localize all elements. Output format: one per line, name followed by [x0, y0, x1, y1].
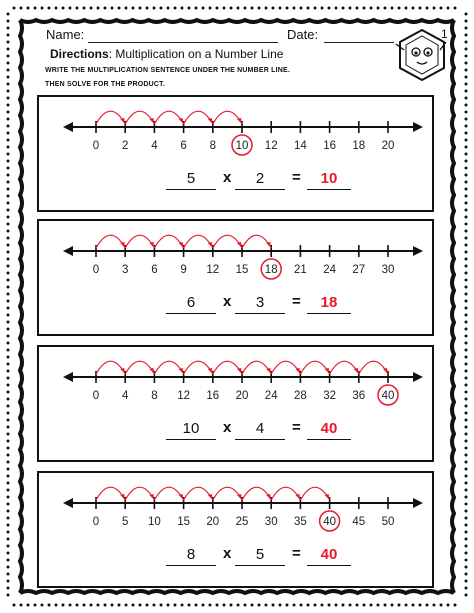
product-field[interactable]: 10 — [307, 169, 351, 190]
jump-arrowhead-icon — [149, 242, 154, 248]
tick-label: 50 — [381, 516, 395, 528]
tick-label: 40 — [323, 516, 336, 528]
tick-label: 8 — [209, 140, 217, 152]
times-sign: x — [223, 293, 232, 310]
jump-arrowhead-icon — [295, 368, 300, 374]
tick-label: 24 — [264, 390, 278, 402]
tick-label: 10 — [148, 516, 161, 528]
tick-label: 4 — [121, 390, 129, 402]
tick-label: 8 — [151, 390, 158, 402]
jump-arc — [242, 361, 271, 374]
jump-arrowhead-icon — [120, 368, 125, 374]
tick-label: 3 — [121, 264, 129, 276]
jump-arrowhead-icon — [237, 494, 242, 500]
jump-arc — [184, 361, 213, 374]
factor1-field[interactable]: 8 — [166, 545, 216, 566]
tick-label: 36 — [352, 390, 366, 402]
jump-arrowhead-icon — [120, 494, 125, 500]
name-label: Name: — [46, 27, 85, 42]
jump-arrowhead-icon — [179, 242, 184, 248]
jump-arc — [271, 361, 300, 374]
jump-arrowhead-icon — [120, 118, 125, 124]
jump-arc — [154, 235, 183, 248]
jump-arc — [154, 487, 183, 500]
number-line — [39, 347, 436, 464]
tick-label: 30 — [264, 516, 278, 528]
jump-arrowhead-icon — [325, 368, 330, 374]
right-arrow-icon — [413, 498, 423, 508]
tick-label: 20 — [381, 140, 395, 152]
factor1-field[interactable]: 10 — [166, 419, 216, 440]
tick-label: 4 — [151, 140, 158, 152]
tick-label: 25 — [235, 516, 249, 528]
factor1-field[interactable]: 5 — [166, 169, 216, 190]
tick-label: 18 — [352, 140, 366, 152]
number-line — [39, 473, 436, 590]
tick-label: 0 — [92, 264, 100, 276]
jump-arrowhead-icon — [179, 368, 184, 374]
jump-arc — [184, 111, 213, 124]
problem-panel — [37, 345, 434, 462]
jump-arc — [96, 361, 125, 374]
tick-label: 35 — [294, 516, 307, 528]
directions-text: : Multiplication on a Number Line — [108, 47, 284, 61]
instruction-line: WRITE THE MULTIPLICATION SENTENCE UNDER THE NUMBER LINE. — [45, 67, 291, 74]
tick-label: 12 — [264, 140, 278, 152]
jump-arrowhead-icon — [325, 494, 330, 500]
jump-arc — [242, 235, 271, 248]
problem-panel — [37, 471, 434, 588]
equals-sign: = — [292, 293, 301, 310]
number-line — [39, 97, 436, 214]
tick-label: 15 — [235, 264, 249, 276]
tick-label: 9 — [180, 264, 187, 276]
times-sign: x — [223, 169, 232, 186]
hexagon-mascot-icon — [392, 22, 452, 88]
tick-label: 12 — [177, 390, 190, 402]
tick-label: 16 — [323, 140, 336, 152]
jump-arc — [213, 487, 242, 500]
name-field[interactable] — [88, 42, 278, 43]
jump-arrowhead-icon — [149, 118, 154, 124]
jump-arc — [184, 487, 213, 500]
tick-label: 15 — [177, 516, 190, 528]
problem-panel — [37, 219, 434, 336]
jump-arc — [300, 487, 329, 500]
jump-arc — [96, 111, 125, 124]
jump-arrowhead-icon — [266, 368, 271, 374]
jump-arrowhead-icon — [149, 368, 154, 374]
right-arrow-icon — [413, 246, 423, 256]
tick-label: 27 — [352, 264, 366, 276]
jump-arrowhead-icon — [208, 368, 213, 374]
tick-label: 6 — [180, 140, 187, 152]
equals-sign: = — [292, 545, 301, 562]
tick-label: 14 — [294, 140, 307, 152]
tick-label: 10 — [235, 140, 249, 152]
tick-label: 40 — [381, 390, 395, 402]
product-field[interactable]: 18 — [307, 293, 351, 314]
tick-label: 16 — [206, 390, 220, 402]
factor2-field[interactable]: 2 — [235, 169, 285, 190]
directions — [50, 47, 283, 61]
tick-label: 30 — [381, 264, 395, 276]
factor1-field[interactable]: 6 — [166, 293, 216, 314]
page-number: 1 — [441, 27, 448, 41]
tick-label: 6 — [151, 264, 158, 276]
jump-arrowhead-icon — [179, 494, 184, 500]
tick-label: 32 — [323, 390, 336, 402]
tick-label: 0 — [92, 140, 100, 152]
jump-arc — [125, 235, 154, 248]
tick-label: 20 — [206, 516, 220, 528]
jump-arc — [184, 235, 213, 248]
tick-label: 0 — [92, 516, 100, 528]
jump-arrowhead-icon — [266, 494, 271, 500]
times-sign: x — [223, 419, 232, 436]
jump-arc — [154, 111, 183, 124]
jump-arc — [96, 487, 125, 500]
jump-arc — [213, 235, 242, 248]
jump-arrowhead-icon — [208, 242, 213, 248]
jump-arrowhead-icon — [266, 242, 271, 248]
jump-arc — [330, 361, 359, 374]
jump-arrowhead-icon — [120, 242, 125, 248]
number-line — [39, 221, 436, 338]
times-sign: x — [223, 545, 232, 562]
factor2-field[interactable]: 5 — [235, 545, 285, 566]
left-arrow-icon — [63, 122, 73, 132]
tick-label: 20 — [235, 390, 249, 402]
right-arrow-icon — [413, 122, 423, 132]
left-arrow-icon — [63, 372, 73, 382]
equals-sign: = — [292, 169, 301, 186]
tick-label: 12 — [206, 264, 220, 276]
jump-arc — [359, 361, 388, 374]
jump-arrowhead-icon — [237, 118, 242, 124]
tick-label: 0 — [92, 390, 100, 402]
tick-label: 2 — [121, 140, 129, 152]
jump-arrowhead-icon — [179, 118, 184, 124]
jump-arrowhead-icon — [237, 242, 242, 248]
tick-label: 18 — [264, 264, 278, 276]
date-field[interactable] — [324, 42, 394, 43]
instruction-line: THEN SOLVE FOR THE PRODUCT. — [45, 81, 165, 88]
jump-arc — [154, 361, 183, 374]
tick-label: 28 — [294, 390, 307, 402]
jump-arc — [96, 235, 125, 248]
jump-arrowhead-icon — [208, 118, 213, 124]
directions-label: Directions — [50, 47, 109, 61]
tick-label: 5 — [121, 516, 129, 528]
jump-arrowhead-icon — [295, 494, 300, 500]
jump-arc — [125, 487, 154, 500]
jump-arrowhead-icon — [149, 494, 154, 500]
jump-arc — [125, 361, 154, 374]
product-field[interactable]: 40 — [307, 545, 351, 566]
left-arrow-icon — [63, 498, 73, 508]
right-arrow-icon — [413, 372, 423, 382]
jump-arrowhead-icon — [354, 368, 359, 374]
left-arrow-icon — [63, 246, 73, 256]
jump-arc — [300, 361, 329, 374]
jump-arrowhead-icon — [208, 494, 213, 500]
jump-arc — [271, 487, 300, 500]
tick-label: 45 — [352, 516, 366, 528]
product-field[interactable]: 40 — [307, 419, 351, 440]
jump-arrowhead-icon — [383, 368, 388, 374]
tick-label: 21 — [294, 264, 307, 276]
problem-panel — [37, 95, 434, 212]
jump-arc — [213, 111, 242, 124]
jump-arc — [242, 487, 271, 500]
equals-sign: = — [292, 419, 301, 436]
jump-arrowhead-icon — [237, 368, 242, 374]
tick-label: 24 — [323, 264, 336, 276]
factor2-field[interactable]: 3 — [235, 293, 285, 314]
factor2-field[interactable]: 4 — [235, 419, 285, 440]
date-label: Date: — [287, 27, 319, 42]
jump-arc — [125, 111, 154, 124]
jump-arc — [213, 361, 242, 374]
